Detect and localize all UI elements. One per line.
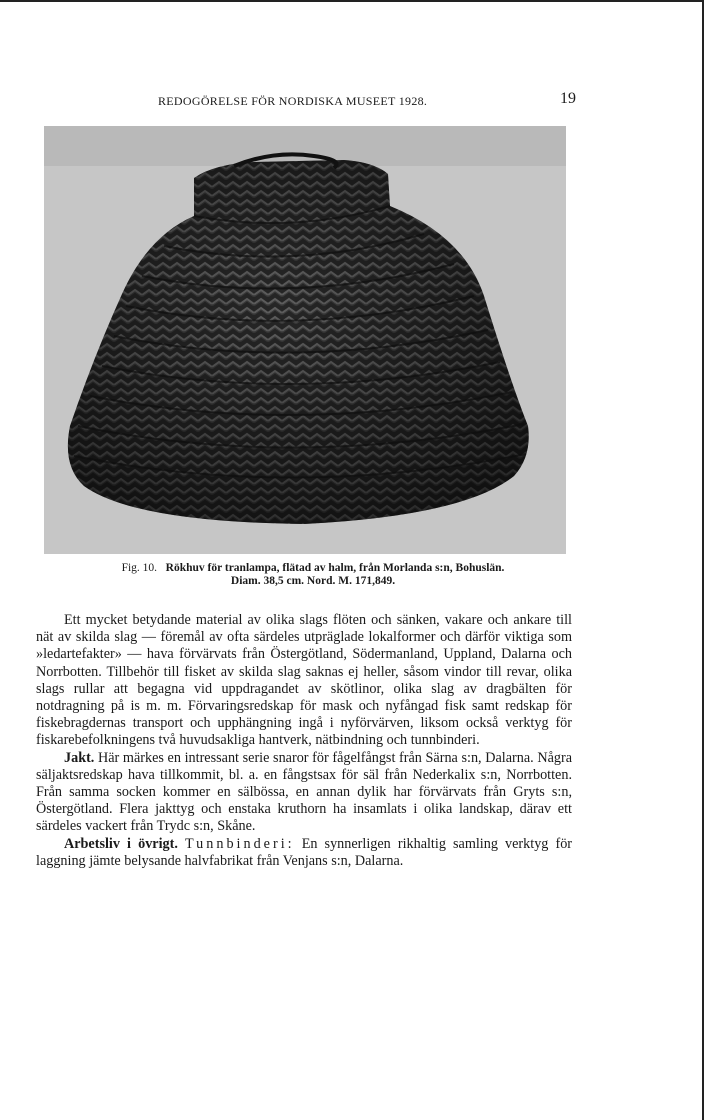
paragraph-heading: Arbetsliv i övrigt.: [64, 835, 178, 852]
paragraph-fishing: [36, 612, 572, 750]
figure-caption: [60, 562, 566, 588]
caption-line-1: Rökhuv för tranlampa, flätad av halm, från Morlanda s:n, Bohuslän.: [165, 562, 505, 574]
straw-smoke-hood-illustration: [44, 126, 566, 554]
paragraph-text: En synnerligen rikhaltig samling verktyg för laggning jämte belysande halvfabrikat från Venjans s:n, Dalarna.: [36, 835, 573, 869]
page-edge-top: [0, 0, 704, 2]
paragraph-text: Här märkes en intressant serie snaror för fågelfångst från Särna s:n, Dalarna. Några säljaktsredskap hava tillkommit, bl. a. en fångstsax för säl från Nederkalix s:n, Norrbotten. Från samma socken kommer en sälbössa, en annan dylik har förvärvats från Gryts s:n, Östergötland. Flera jakttyg och enstaka kruthorn ha insamlats i olika landskap, därav ett särdeles vackert från Trydc s:n, Skåne.: [36, 749, 573, 835]
paragraph-hunting: [36, 750, 572, 836]
paragraph-work-life: [36, 836, 572, 870]
caption-line-2: Diam. 38,5 cm. Nord. M. 171,849.: [230, 575, 396, 587]
running-header: REDOGÖRELSE FÖR NORDISKA MUSEET 1928.: [158, 94, 428, 108]
paragraph-heading: Jakt.: [64, 749, 95, 766]
figure-label: Fig. 10.: [121, 562, 158, 574]
paragraph-text: Ett mycket betydande material av olika slags flöten och sänken, vakare och ankare till nät av skilda slag — föremål av ofta särdeles utpräglade lokalformer och därför viktiga som »ledartefakter» — hava förvärvats från Östergötland, Södermanland, Uppland, Dalarna och Norrbotten. Tillbehör till fisket av skilda slag saknas ej heller, såsom vindor till revar, olika slags rullar att begagna vid uppdragandet av skötlinor, olika slag av dragbälten för notdragning på is m. m. Förvaringsredskap för mask och nyfångad fisk samt redskap för fiskebragdernas transport och upphängning ingå i nyförvärven, liksom också verktyg för fiskarebefolkningens två huvudsakliga hantverk, nätbindning och tunnbinderi.: [36, 612, 572, 749]
paragraph-spaced-term: Tunnbinderi:: [185, 835, 295, 852]
body-text: [36, 612, 572, 870]
page-number: 19: [560, 90, 576, 107]
figure-photo: [44, 126, 566, 554]
